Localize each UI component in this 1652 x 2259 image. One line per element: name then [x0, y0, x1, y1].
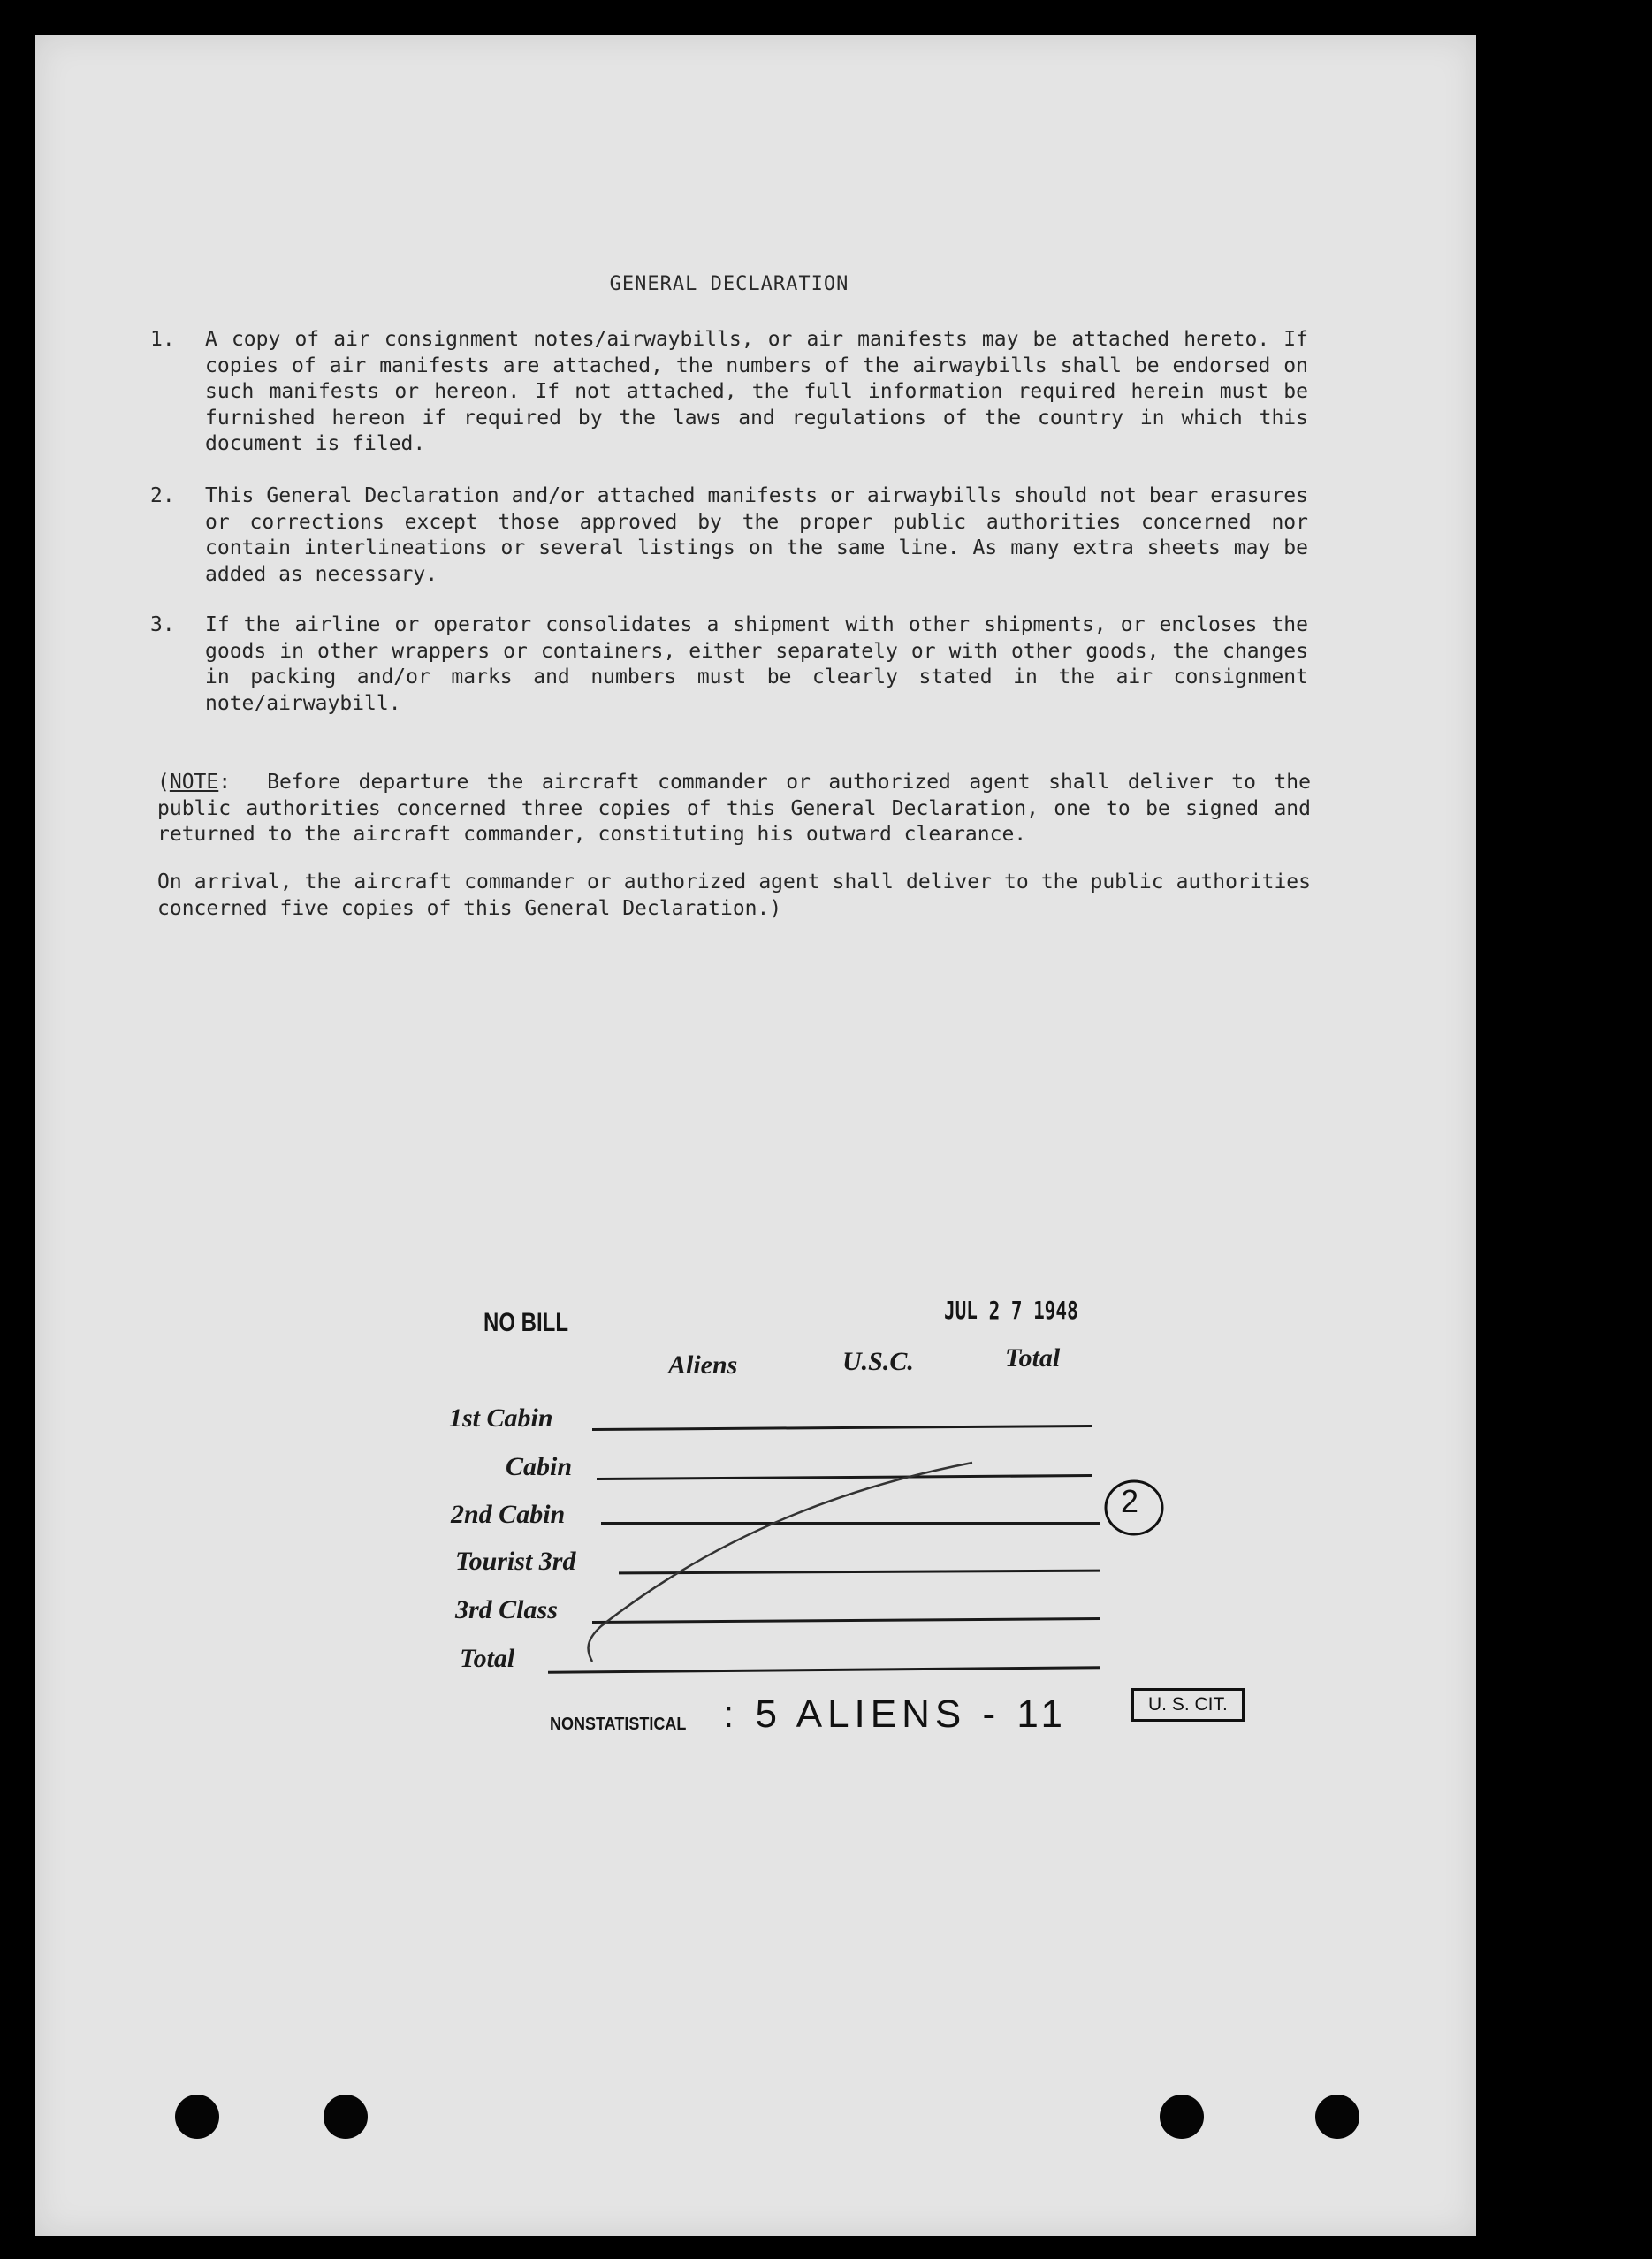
row-label-second-cabin: 2nd Cabin: [451, 1500, 566, 1529]
note-paragraph: [157, 770, 1311, 848]
row-label-third-class: 3rd Class: [455, 1595, 558, 1624]
us-cit-stamp: U. S. CIT.: [1131, 1688, 1245, 1722]
arrival-note: On arrival, the aircraft commander or authorized agent shall deliver to the public authorities concerned five copies of this General Declaration.): [157, 871, 1311, 920]
punch-hole: [1315, 2095, 1359, 2139]
item-text: This General Declaration and/or attached manifests or airwaybills should not bear erasures or corrections except those approved by the proper public authorities concerned nor contain interlineations or several listings on the same line. As many extra sheets may be added as necessary.: [205, 484, 1308, 586]
note-label: NOTE: [169, 771, 219, 794]
column-usc: U.S.C.: [842, 1347, 914, 1376]
declaration-item-1: [150, 327, 1308, 458]
no-bill-stamp: NO BILL: [483, 1308, 568, 1337]
item-number: 3.: [150, 613, 175, 636]
note-open-paren: (: [157, 771, 170, 794]
row-label-total: Total: [460, 1644, 515, 1673]
date-stamp: JUL 2 7 1948: [944, 1296, 1078, 1325]
item-text: If the airline or operator consolidates a shipment with other shipments, or encloses the goods in other wrappers or containers, either separately or with other goods, the changes in packing and/or marks and numbers must be clearly stated in the air consignment note/airwaybill.: [205, 613, 1308, 715]
item-number: 1.: [150, 328, 175, 351]
punch-hole: [175, 2095, 219, 2139]
declaration-item-3: [150, 612, 1308, 717]
column-total: Total: [1005, 1343, 1061, 1373]
handwritten-circled-number: 2: [1121, 1483, 1145, 1519]
item-number: 2.: [150, 484, 175, 507]
row-label-tourist-third: Tourist 3rd: [455, 1547, 576, 1576]
declaration-item-2: [150, 483, 1308, 588]
row-label-first-cabin: 1st Cabin: [449, 1403, 553, 1433]
document-title: GENERAL DECLARATION: [609, 273, 849, 295]
row-label-cabin: Cabin: [506, 1452, 573, 1481]
nonstatistical-stamp: NONSTATISTICAL: [550, 1715, 687, 1734]
pencil-mark: [566, 1449, 990, 1670]
item-text: A copy of air consignment notes/airwaybills, or air manifests may be attached hereto. If copies of air manifests are attached, the numbers of the airwaybills shall be endorsed on such manifests or hereon. If not attached, the full information required herein must be furnished hereon if required by the laws and regulations of the country in which this document is filed.: [205, 328, 1308, 455]
note-colon: :: [218, 771, 232, 794]
column-aliens: Aliens: [668, 1350, 738, 1380]
punch-hole: [324, 2095, 368, 2139]
note-text: Before departure the aircraft commander or authorized agent shall deliver to the public authorities concerned three copies of this General Declaration, one to be signed and returned to the aircraft commander, constituting his outward clearance.: [157, 771, 1311, 846]
handwritten-alien-count: : 5 ALIENS - 11: [723, 1692, 1069, 1736]
punch-hole: [1160, 2095, 1204, 2139]
